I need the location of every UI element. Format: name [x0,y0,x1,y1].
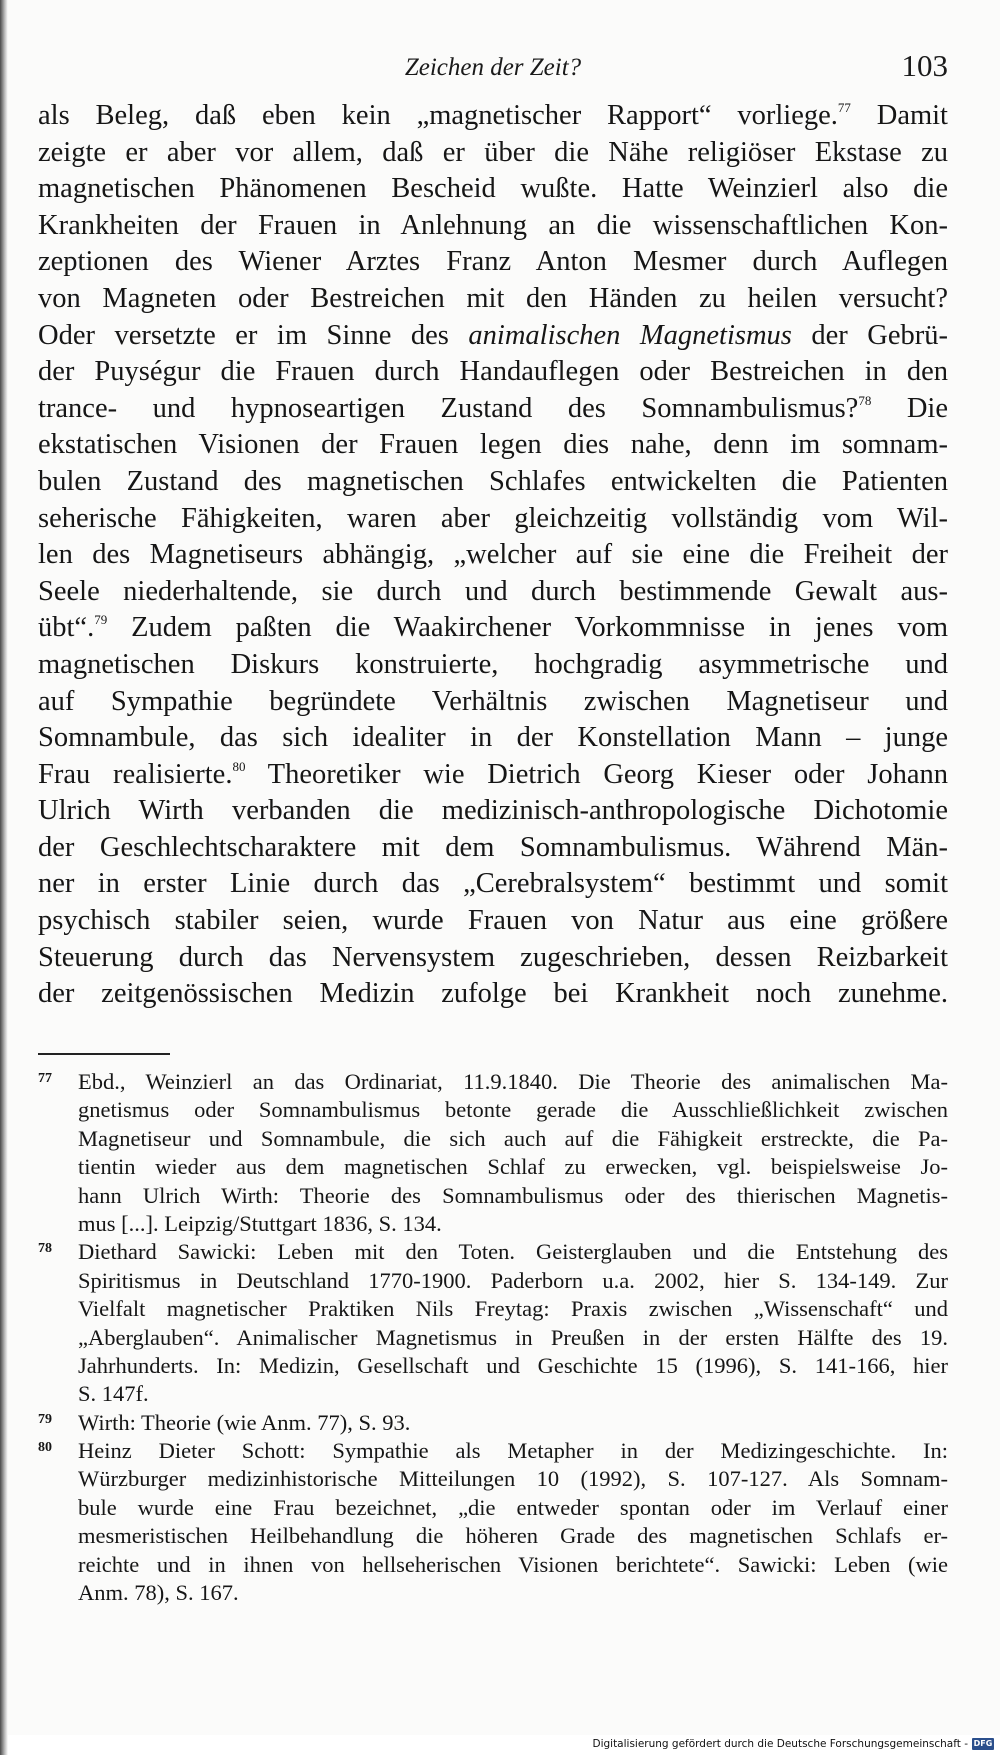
body-text-run: psychisch stabiler seien, wurde Frauen von Natur aus eine größere [38,905,948,937]
footnote-line: Jahrhunderts. In: Medizin, Gesellschaft und Geschichte 15 (1996), S. 141-166, hier [78,1352,948,1378]
footnote-line: Spiritismus in Deutschland 1770-1900. Paderborn u.a. 2002, hier S. 134-149. Zur [78,1267,948,1293]
body-line [38,574,948,611]
footer-text: Digitalisierung gefördert durch die Deutsche Forschungsgemeinschaft - [592,1738,968,1750]
footnote-line: Diethard Sawicki: Leben mit den Toten. Geisterglauben und die Entstehung des [78,1239,948,1265]
footnote-separator [38,1053,170,1055]
dfg-logo: DFG [973,1739,993,1748]
body-line [38,720,948,757]
scan-edge-shadow [0,0,8,1755]
main-body-text [38,98,948,1013]
body-line [38,976,948,1013]
body-text-run: Theoretiker wie Dietrich Georg Kieser oder Johann [245,758,948,790]
footnote-line: Heinz Dieter Schott: Sympathie als Metapher in der Medizingeschichte. In: [78,1438,948,1464]
footnote [38,1409,948,1437]
body-line [38,757,948,794]
footnotes [38,1068,948,1607]
body-text-run: seherische Fähigkeiten, waren aber gleichzeitig vollständig vom Wil- [38,502,948,534]
body-text-run: bulen Zustand des magnetischen Schlafes entwickelten die Patienten [38,465,948,497]
body-text-run: der Geschlechtscharaktere mit dem Somnambulismus. Während Män- [38,831,948,863]
body-text-run: übt“. [38,612,95,644]
footnote-line: hann Ulrich Wirth: Theorie des Somnambulismus oder des thierischen Magnetis- [78,1182,948,1208]
digitization-footer [592,1735,994,1753]
footnote-line: Anm. 78), S. 167. [78,1580,239,1606]
body-text-run: Steuerung durch das Nervensystem zugeschrieben, dessen Reizbarkeit [38,941,948,973]
footnote-line: Würzburger medizinhistorische Mitteilungen 10 (1992), S. 107-127. Als Somnam- [78,1466,948,1492]
body-line [38,135,948,172]
emphasized-term: animalischen Magnetismus [468,319,792,351]
footnote-line: bule wurde eine Frau bezeichnet, „die entweder spontan oder im Verlauf einer [78,1494,948,1520]
body-text-run: von Magneten oder Bestreichen mit den Händen zu heilen versucht? [38,282,948,314]
body-line [38,464,948,501]
body-line [38,281,948,318]
body-text-run: Frau realisierte. [38,758,233,790]
body-line [38,501,948,538]
body-line [38,940,948,977]
footnote-line: Vielfalt magnetischer Praktiken Nils Freytag: Praxis zwischen „Wissenschaft“ und [78,1296,948,1322]
body-text-run: Ulrich Wirth verbanden die medizinisch-anthropologische Dichotomie [38,795,948,827]
footnote-line: reichte und in ihnen von hellseherischen Visionen berichtete“. Sawicki: Leben (wie [78,1551,948,1577]
body-line [38,866,948,903]
body-text-run: Die [871,392,949,424]
body-line [38,318,948,355]
footnote-number: 80 [38,1440,52,1456]
body-text-run: trance- und hypnoseartigen Zustand des Somnambulismus? [38,392,859,424]
body-text-run: zeigte er aber vor allem, daß er über die Nähe religiöser Ekstase zu [38,136,948,168]
body-line [38,244,948,281]
footnote [38,1238,948,1408]
body-text-run: Krankheiten der Frauen in Anlehnung an die wissenschaftlichen Kon- [38,209,948,241]
body-text-run: Zudem paßten die Waakirchener Vorkommnisse in jenes vom [107,612,948,644]
footnote-line: Wirth: Theorie (wie Anm. 77), S. 93. [78,1409,411,1435]
body-text-run: Damit [850,100,948,131]
body-text-run: zeptionen des Wiener Arztes Franz Anton Mesmer durch Auflegen [38,246,948,278]
footnote-line: mus [...]. Leipzig/Stuttgart 1836, S. 134. [78,1210,442,1236]
body-line [38,427,948,464]
body-text-run: Seele niederhaltende, sie durch und durch bestimmende Gewalt aus- [38,575,948,607]
body-text-run: der zeitgenössischen Medizin zufolge bei Krankheit noch zunehme. [38,978,948,1010]
footnote-line: Magnetiseur und Somnambule, die sich auch auf die Fähigkeit erstreckte, die Pa- [78,1125,948,1151]
body-line [38,354,948,391]
body-line [38,171,948,208]
body-line [38,610,948,647]
footnote-reference: 78 [858,392,872,408]
body-text-run: der Puységur die Frauen durch Handauflegen oder Bestreichen in den [38,356,948,388]
footnote-line: mesmeristischen Heilbehandlung die höheren Grade des magnetischen Schlafs er- [78,1523,948,1549]
body-line [38,830,948,867]
body-line [38,903,948,940]
footnote-line: S. 147f. [78,1381,149,1407]
footnote-number: 79 [38,1411,52,1427]
footnote-number: 78 [38,1241,52,1257]
running-title: Zeichen der Zeit? [404,54,582,81]
body-line [38,684,948,721]
footnote-reference: 79 [94,612,108,628]
body-line [38,98,948,135]
body-line [38,793,948,830]
body-line [38,208,948,245]
body-text-run: Oder versetzte er im Sinne des [38,319,469,351]
footnote-line: tientin wieder aus dem magnetischen Schlaf zu erwecken, vgl. beispielsweise Jo- [78,1154,948,1180]
body-text-run: auf Sympathie begründete Verhältnis zwischen Magnetiseur und [38,685,948,717]
body-text-run: ekstatischen Visionen der Frauen legen dies nahe, denn im somnam- [38,429,948,461]
footnote-reference: 77 [837,100,851,115]
body-line [38,647,948,684]
footnote [38,1068,948,1238]
body-text-run: Somnambule, das sich idealiter in der Konstellation Mann – junge [38,722,948,754]
body-text-run: ner in erster Linie durch das „Cerebralsystem“ bestimmt und somit [38,868,948,900]
page-number: 103 [901,48,948,83]
body-line [38,391,948,428]
footnote [38,1437,948,1607]
body-text-run: magnetischen Diskurs konstruierte, hochgradig asymmetrische und [38,648,948,680]
body-text-run: der Gebrü- [791,319,949,351]
footnote-line: „Aberglauben“. Animalischer Magnetismus in Preußen in der ersten Hälfte des 19. [78,1324,948,1350]
body-text-run: len des Magnetiseurs abhängig, „welcher auf sie eine die Freiheit der [38,539,948,571]
footnote-reference: 80 [232,758,246,774]
footnote-number: 77 [38,1071,52,1086]
body-text-run: magnetischen Phänomenen Bescheid wußte. Hatte Weinzierl also die [38,173,948,205]
body-text-run: als Beleg, daß eben kein „magnetischer Rapport“ vorliege. [38,100,838,131]
footnote-line: gnetismus oder Somnambulismus betonte gerade die Ausschließlichkeit zwischen [78,1097,948,1123]
footnote-line: Ebd., Weinzierl an das Ordinariat, 11.9.1840. Die Theorie des animalischen Ma- [78,1069,948,1094]
page-header [38,48,948,98]
body-line [38,537,948,574]
